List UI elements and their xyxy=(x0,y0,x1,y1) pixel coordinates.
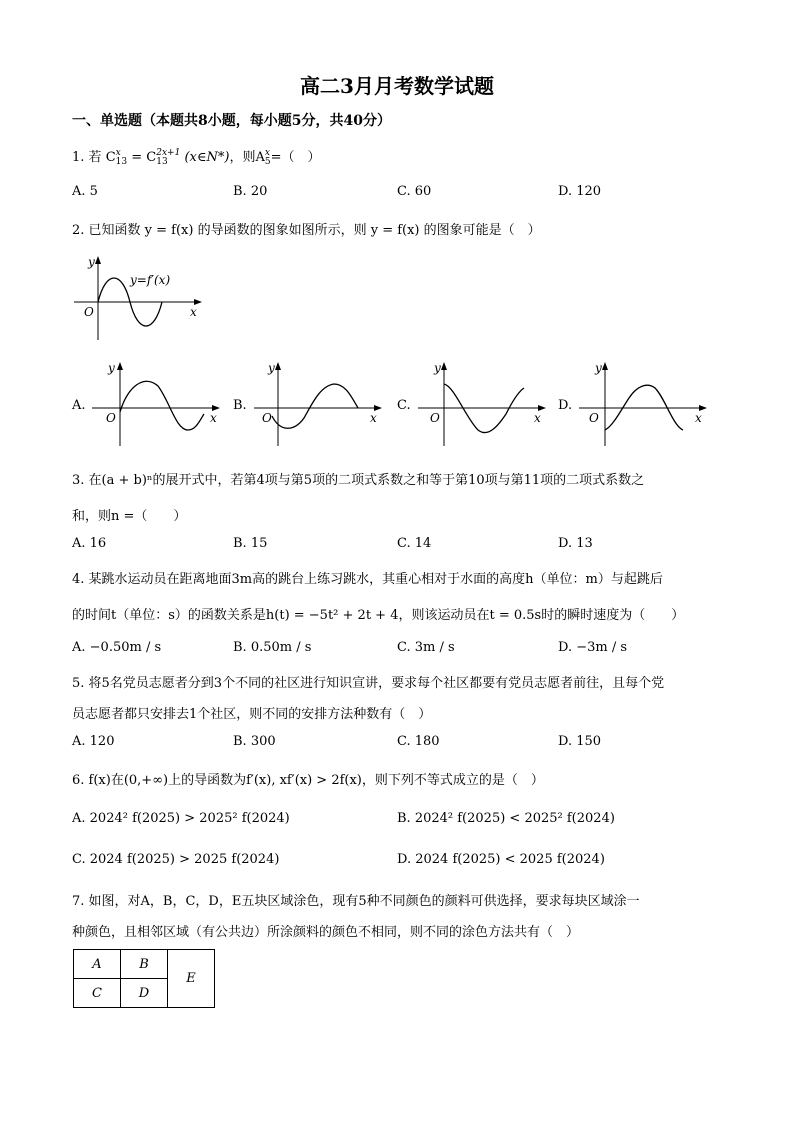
svg-text:O: O xyxy=(106,411,116,425)
question-4-line2: 的时间t（单位：s）的函数关系是h(t) = −5t² + 2t + 4，则该运动员在t = 0.5s时的瞬时速度为（ ） xyxy=(72,608,685,623)
option-c: C. 60 xyxy=(397,184,432,199)
option-c-label: C. xyxy=(397,398,411,413)
graph-option-a xyxy=(88,356,228,448)
curve-label: y=f′(x) xyxy=(130,273,171,287)
axis-x-label: x xyxy=(190,305,197,319)
question-6: 6. f(x)在(0,+∞)上的导函数为f′(x), xf′(x) > 2f(x)，则下列不等式成立的是（ ） xyxy=(72,773,544,788)
q5-option-b: B. 300 xyxy=(233,734,276,749)
region-b: B xyxy=(121,950,168,979)
region-c: C xyxy=(74,979,121,1008)
combination-lhs: Cx 13 xyxy=(105,147,128,167)
svg-text:y: y xyxy=(595,361,602,375)
svg-text:O: O xyxy=(589,411,599,425)
region-e: E xyxy=(168,950,215,1008)
page-title: 高二3月月考数学试题 xyxy=(300,74,494,98)
graph-option-b xyxy=(250,356,390,448)
svg-text:x: x xyxy=(695,411,702,425)
option-b-label: B. xyxy=(233,398,247,413)
option-b: B. 20 xyxy=(233,184,268,199)
q3-option-a: A. 16 xyxy=(72,536,107,551)
section-heading: 一、单选题（本题共8小题，每小题5分，共40分） xyxy=(72,113,391,129)
option-a: A. 5 xyxy=(72,184,98,199)
question-2: 2. 已知函数 y = f(x) 的导函数的图象如图所示，则 y = f(x) 的图象可能是（ ） xyxy=(72,223,541,238)
question-5-line1: 5. 将5名党员志愿者分到3个不同的社区进行知识宣讲，要求每个社区都要有党员志愿者前往，且每个党 xyxy=(72,676,665,691)
q4-option-c: C. 3m / s xyxy=(397,640,455,655)
graph-option-d xyxy=(575,356,715,448)
q3-option-d: D. 13 xyxy=(558,536,593,551)
svg-text:O: O xyxy=(430,411,440,425)
question-1: 1. 若 Cx 13 = C2x+1 13 (x∈N*)，则Ax 5=（ ） xyxy=(72,147,321,167)
svg-text:x: x xyxy=(210,411,217,425)
q6-option-c: C. 2024 f(2025) > 2025 f(2024) xyxy=(72,852,280,867)
question-4-line1: 4. 某跳水运动员在距离地面3m高的跳台上练习跳水，其重心相对于水面的高度h（单位：m）与起跳后 xyxy=(72,572,663,587)
q6-option-a: A. 2024² f(2025) > 2025² f(2024) xyxy=(72,811,290,826)
q4-option-b: B. 0.50m / s xyxy=(233,640,312,655)
svg-text:x: x xyxy=(534,411,541,425)
q6-option-d: D. 2024 f(2025) < 2025 f(2024) xyxy=(397,852,605,867)
svg-text:y: y xyxy=(268,361,275,375)
option-a-label: A. xyxy=(72,398,86,413)
q3-option-b: B. 15 xyxy=(233,536,268,551)
q5-option-c: C. 180 xyxy=(397,734,440,749)
option-d: D. 120 xyxy=(558,184,602,199)
question-5-line2: 员志愿者都只安排去1个社区，则不同的安排方法种数有（ ） xyxy=(72,707,432,722)
option-d-label: D. xyxy=(558,398,573,413)
svg-text:O: O xyxy=(262,411,272,425)
region-grid xyxy=(73,949,215,1008)
q5-option-d: D. 150 xyxy=(558,734,602,749)
q4-option-a: A. −0.50m / s xyxy=(72,640,162,655)
question-7-line2: 种颜色，且相邻区域（有公共边）所涂颜料的颜色不相同，则不同的涂色方法共有（ ） xyxy=(72,925,580,940)
question-7-line1: 7. 如图，对A，B，C，D，E五块区域涂色，现有5种不同颜色的颜料可供选择，要求每块区域涂一 xyxy=(72,894,640,909)
svg-text:y: y xyxy=(434,361,441,375)
q5-option-a: A. 120 xyxy=(72,734,115,749)
combination-rhs: C2x+1 13 xyxy=(146,147,181,167)
q3-option-c: C. 14 xyxy=(397,536,432,551)
question-3-line1: 3. 在(a + b)ⁿ的展开式中，若第4项与第5项的二项式系数之和等于第10项与第11项的二项式系数之 xyxy=(72,473,645,488)
svg-text:x: x xyxy=(370,411,377,425)
region-d: D xyxy=(121,979,168,1008)
graph-option-c xyxy=(414,356,554,448)
svg-text:y: y xyxy=(108,361,115,375)
permutation: Ax 5 xyxy=(255,147,271,167)
derivative-graph xyxy=(70,250,210,342)
q4-option-d: D. −3m / s xyxy=(558,640,628,655)
question-3-line2: 和，则n =（ ） xyxy=(72,509,187,524)
q6-option-b: B. 2024² f(2025) < 2025² f(2024) xyxy=(397,811,615,826)
origin-label: O xyxy=(84,305,94,319)
axis-y-label: y xyxy=(88,255,95,269)
region-a: A xyxy=(74,950,121,979)
